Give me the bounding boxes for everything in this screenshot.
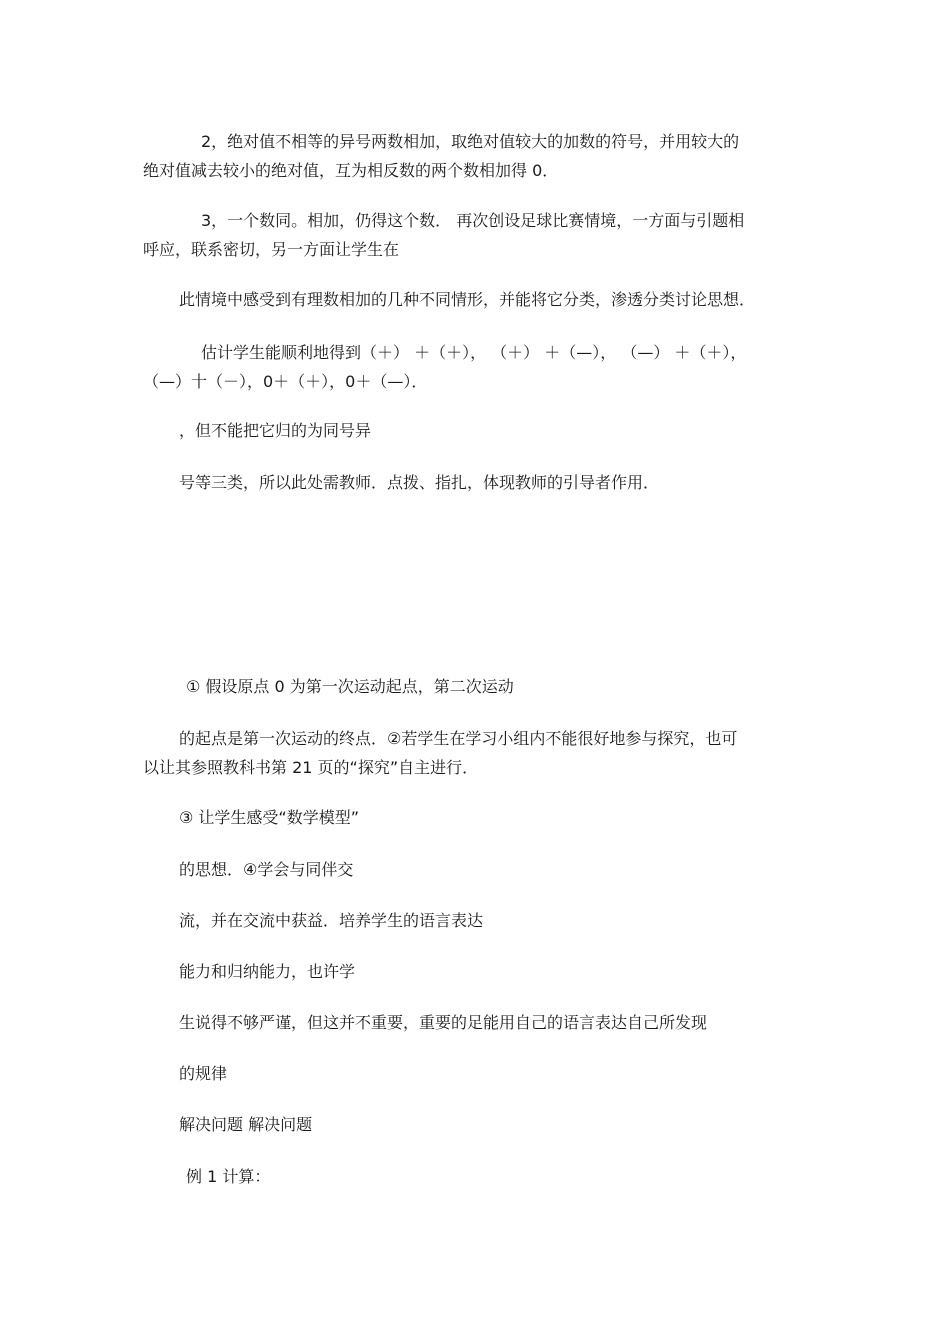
- paragraph-text: 能力和归纳能力，也许学: [179, 962, 356, 981]
- text-line: 绝对值减去较小的绝对值，互为相反数的两个数相加得 0．: [143, 161, 559, 180]
- example-heading: 例 1 计算：: [186, 1167, 271, 1186]
- paragraph-rule-2: [143, 127, 808, 185]
- text-line: 估计学生能顺利地得到（＋） ＋（＋）， （＋） ＋（—）， （—） ＋（＋），: [201, 343, 747, 362]
- paragraph-text: 的思想．④学会与同伴交: [179, 860, 354, 879]
- text-line: 呼应，联系密切，另一方面让学生在: [143, 240, 400, 259]
- paragraph-text: 流，并在交流中获益．培养学生的语言表达: [179, 911, 484, 930]
- paragraph-note-2: [143, 724, 808, 782]
- text-line: （—）十（－），0＋（＋），0＋（—）．: [143, 372, 428, 391]
- paragraph-text: 号等三类，所以此处需教师．点拨、指扎，体现教师的引导者作用．: [179, 473, 660, 492]
- text-line: 以让其参照教科书第 21 页的“探究”自主进行．: [143, 758, 479, 777]
- paragraph-text: ，但不能把它归的为同号异: [179, 421, 372, 440]
- paragraph-estimate: [143, 338, 808, 396]
- paragraph-note-3: ③ 让学生感受“数学模型”: [179, 808, 360, 827]
- paragraph-text: 的规律: [179, 1064, 228, 1083]
- paragraph-rule-3: [143, 206, 808, 264]
- text-line: 3，一个数同。相加，仍得这个数． 再次创设足球比赛情境，一方面与引题相: [201, 211, 745, 230]
- text-line: 的起点是第一次运动的终点．②若学生在学习小组内不能很好地参与探究，也可: [179, 729, 738, 748]
- text-line: 2，绝对值不相等的异号两数相加，取绝对值较大的加数的符号，并用较大的: [201, 132, 740, 151]
- paragraph-text: 生说得不够严谨，但这并不重要，重要的足能用自己的语言表达自己所发现: [179, 1013, 708, 1032]
- paragraph-note-1: ① 假设原点 0 为第一次运动起点，第二次运动: [186, 677, 514, 696]
- paragraph-classification: 此情境中感受到有理数相加的几种不同情形，并能将它分类，渗透分类讨论思想．: [179, 290, 756, 309]
- section-heading: 解决问题 解决问题: [179, 1115, 313, 1134]
